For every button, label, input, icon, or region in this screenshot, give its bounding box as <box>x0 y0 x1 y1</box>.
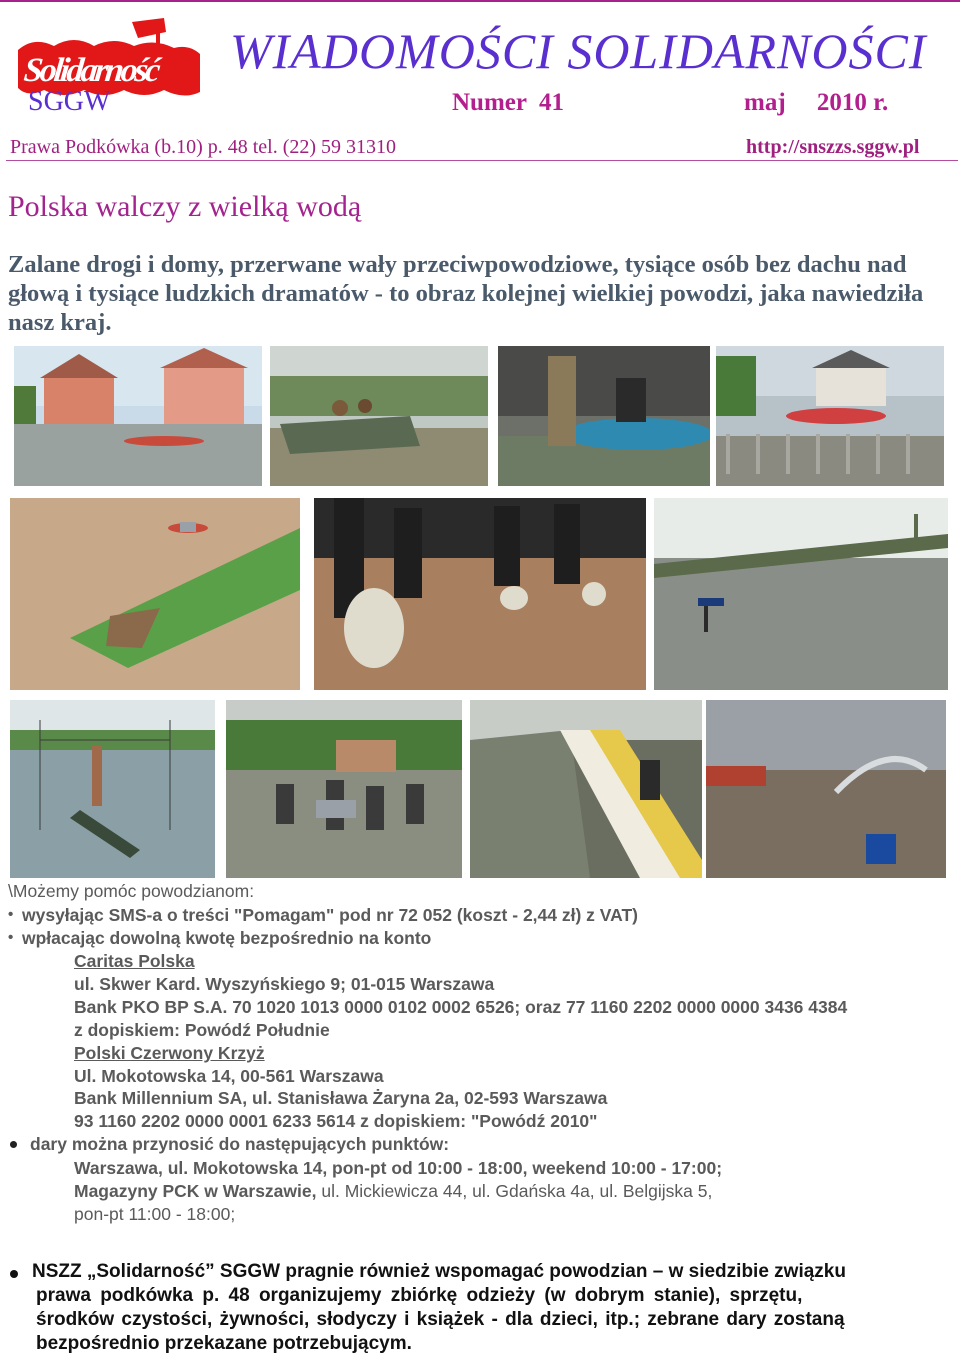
bullet-icon <box>10 1270 18 1278</box>
issue-date: maj 2010 r. <box>744 89 889 116</box>
appeal-line-4: bezpośrednio przekazane potrzebującym. <box>36 1333 412 1354</box>
help-sms: • wysyłając SMS-a o treści "Pomagam" pod nr 72 052 (koszt - 2,44 zł) z VAT) <box>22 904 638 927</box>
appeal-line-1: NSZZ „Solidarność” SGGW pragnie również wspomagać powodzian – w siedzibie związku <box>32 1261 846 1282</box>
flood-photo-boat <box>10 700 215 878</box>
article-headline: Polska walczy z wielką wodą <box>8 190 362 223</box>
help-intro: \Możemy pomóc powodzianom: <box>8 881 255 901</box>
newsletter-title: WIADOMOŚCI SOLIDARNOŚCI <box>230 23 927 79</box>
article-lead: Zalane drogi i domy, przerwane wały przeciwpowodziowe, tysiące osób bez dachu nad głową i tysiące ludzkich dramatów - to obraz kolejnej wielkiej powodzi, jaka nawiedziła nasz kraj. <box>8 251 924 336</box>
gifts-heading <box>30 1133 449 1156</box>
top-border <box>0 0 960 2</box>
flood-photo-2 <box>270 346 488 486</box>
pck-bank: Bank Millennium SA, ul. Stanisława Żaryna 2a, 02-593 Warszawa <box>74 1088 608 1108</box>
issue-number: Numer 41 <box>452 89 565 116</box>
gifts-location-2-address: ul. Mickiewicza 44, ul. Gdańska 4a, ul. Belgijska 5, <box>316 1181 713 1201</box>
caritas-name[interactable]: Caritas Polska <box>74 951 195 971</box>
flood-photo-levee <box>10 498 300 690</box>
gifts-text: dary można przynosić do następujących punktów: <box>30 1134 450 1154</box>
appeal-line-3: środków czystości, żywności, słodyczy i książek - dla dzieci, itp.; zebrane dary zostaną <box>36 1309 845 1330</box>
website-link[interactable]: http://snszzs.sggw.pl <box>746 136 920 158</box>
caritas-note: z dopiskiem: Powódź Południe <box>74 1020 330 1040</box>
bullet-icon <box>10 1141 17 1148</box>
gifts-location-1: Warszawa, ul. Mokotowska 14, pon-pt od 10:00 - 18:00, weekend 10:00 - 17:00; <box>74 1158 723 1178</box>
gifts-location-2 <box>74 1180 712 1203</box>
office-address: Prawa Podkówka (b.10) p. 48 tel. (22) 59 31310 <box>10 136 397 158</box>
pck-address: Ul. Mokotowska 14, 00-561 Warszawa <box>74 1066 384 1086</box>
appeal-line-2: prawa podkówka p. 48 organizujemy zbiórkę odzieży (w dobrym stanie), sprzętu, <box>36 1285 803 1306</box>
flood-photo-4 <box>716 346 944 486</box>
gifts-location-2-hours: pon-pt 11:00 - 18:00; <box>74 1204 236 1224</box>
flood-photo-3 <box>498 346 710 486</box>
caritas-address: ul. Skwer Kard. Wyszyńskiego 9; 01-015 Warszawa <box>74 974 495 994</box>
flood-photo-river <box>706 700 946 878</box>
gifts-location-2-name: Magazyny PCK w Warszawie, <box>74 1181 317 1201</box>
flood-photo-sandbags <box>314 498 646 690</box>
logo-lettering: Solidarność <box>22 52 160 89</box>
organization-name: SGGW <box>28 86 111 117</box>
pck-name[interactable]: Polski Czerwony Krzyż <box>74 1043 265 1063</box>
flood-photo-barrier <box>470 700 702 878</box>
caritas-bank: Bank PKO BP S.A. 70 1020 1013 0000 0102 0002 6526; oraz 77 1160 2202 0000 0000 3436 4384 <box>74 997 848 1017</box>
flood-photo-1 <box>14 346 262 486</box>
help-transfer: • wpłacając dowolną kwotę bezpośrednio na konto <box>22 927 431 950</box>
pck-account: 93 1160 2202 0000 0001 6233 5614 z dopiskiem: "Powódź 2010" <box>74 1111 598 1131</box>
flood-photo-bridge <box>654 498 948 690</box>
masthead-divider <box>6 160 958 161</box>
flood-photo-rescue <box>226 700 462 878</box>
